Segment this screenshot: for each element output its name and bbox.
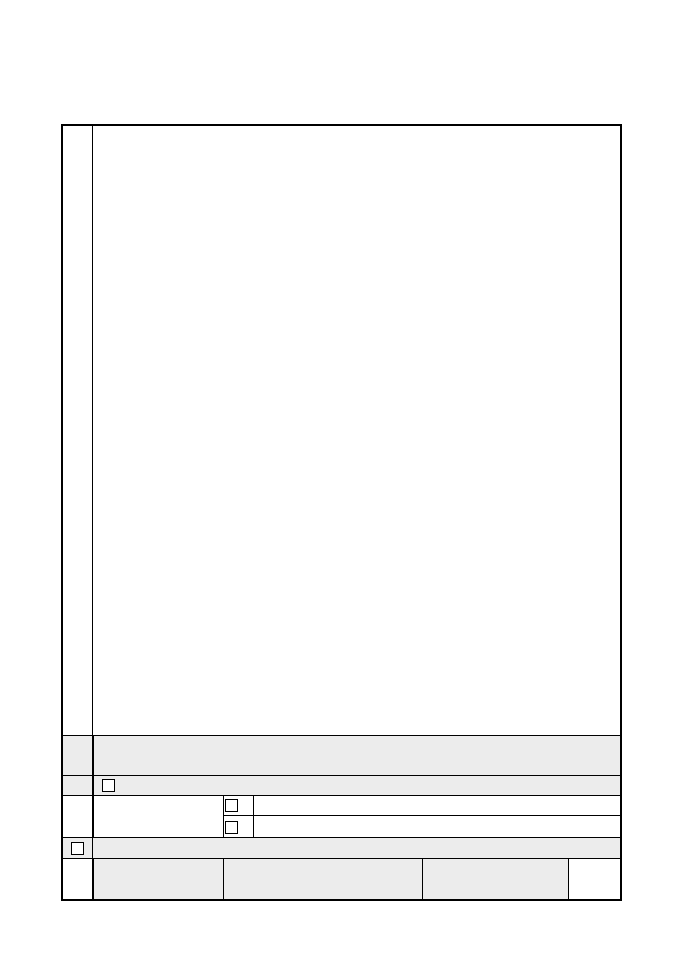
successor-opt2-checkbox[interactable]	[225, 821, 238, 834]
form-table	[61, 124, 622, 901]
dissolving-row	[63, 735, 620, 775]
successor-opt1-row	[224, 795, 620, 816]
header-mark-cell	[568, 859, 620, 899]
successor-opt2-row	[224, 815, 620, 837]
successor-company-row	[63, 775, 620, 795]
successor-row	[63, 795, 620, 837]
successor-opt1-checkbox[interactable]	[225, 799, 238, 812]
header-vymaz-cell	[422, 859, 568, 899]
successor-company-cell	[93, 776, 620, 795]
successor-block	[93, 796, 620, 837]
header-zapis-cell	[223, 859, 422, 899]
header-row	[63, 858, 620, 899]
merger-checkbox[interactable]	[71, 842, 84, 855]
header-udaj-cell	[93, 859, 223, 899]
merger-row	[63, 837, 620, 858]
dissolving-cell	[93, 736, 620, 775]
successor-company-checkbox[interactable]	[102, 779, 115, 792]
